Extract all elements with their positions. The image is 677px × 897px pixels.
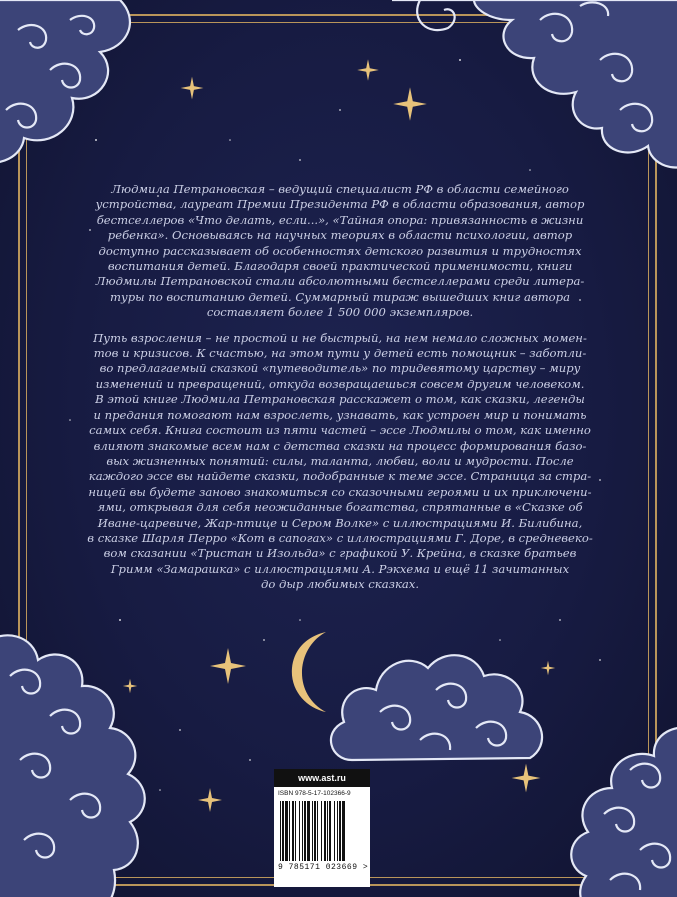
book-description-paragraph <box>60 331 620 593</box>
text-line: Людмилы Петрановской стали абсолютными бестселлерами среди литера- <box>95 274 585 289</box>
ean-digits: 9 785171 023669 > <box>278 863 369 872</box>
text-line: во предлагаемый сказкой «путеводитель» по тридевятому царству – миру <box>99 361 581 376</box>
text-line: ребенка». Основываясь на научных теориях в области психологии, автор <box>107 228 573 243</box>
star-icon <box>393 87 427 121</box>
text-line: В этой книге Людмила Петрановская расскажет о том, как сказки, легенды <box>95 392 585 407</box>
text-line: доступно рассказывает об особенностях детского развития и трудностях <box>98 243 582 258</box>
text-line: составляет более 1 500 000 экземпляров. <box>206 305 474 320</box>
cloud-bottom-left <box>0 635 145 897</box>
text-line: туры по воспитанию детей. Суммарный тираж вышедших книг автора <box>110 289 570 304</box>
text-line: вом сказании «Тристан и Изольда» с графикой У. Крейна, в сказке братьев <box>103 546 577 561</box>
text-line: бестселлеров «Что делать, если...», «Тайная опора: привязанность в жизни <box>96 212 584 227</box>
publisher-website: www.ast.ru <box>274 769 370 787</box>
text-line: изменений и превращений, откуда возвращаешься совсем другим человеком. <box>95 376 585 391</box>
text-line: влияют знакомые всем нам с детства сказки на процесс формирования базо- <box>93 438 587 453</box>
text-line: Путь взросления – не простой и не быстрый, на нем немало сложных момен- <box>93 330 587 345</box>
isbn-number: ISBN 978-5-17-102366-9 <box>278 790 351 797</box>
text-line: каждого эссе вы найдете сказки, подобранные к теме эссе. Страница за стра- <box>88 469 592 484</box>
crescent-moon <box>292 632 326 712</box>
text-line: ями, открывая для себя неожиданные богатства, спрятанные в «Сказке об <box>97 500 583 515</box>
author-paragraph <box>60 182 620 321</box>
star-icon <box>198 788 222 812</box>
text-line: устройства, лауреат Премии Президента РФ в области образования, автор <box>95 197 585 212</box>
text-line: вых жизненных понятий: силы, таланта, любви, воли и мудрости. После <box>106 453 574 468</box>
barcode-area <box>274 787 370 887</box>
text-line: самих себя. Книга состоит из пяти частей – эссе Людмилы о том, как именно <box>89 423 591 438</box>
text-line: Людмила Петрановская – ведущий специалист РФ в области семейного <box>111 182 569 196</box>
star-icon <box>512 764 541 793</box>
text-line: и предания помогают нам взрослеть, узнавать, как устроен мир и понимать <box>93 407 587 422</box>
text-line: до дыр любимых сказках. <box>260 577 420 592</box>
star-icon <box>357 59 379 81</box>
star-icon <box>123 679 137 693</box>
text-line: ницей вы будете заново знакомиться со сказочными героями и их приключени- <box>88 484 592 499</box>
cloud-bottom-right <box>571 728 677 897</box>
star-icon <box>181 77 204 100</box>
cloud-bottom-center <box>331 655 542 760</box>
annotation-text <box>60 182 620 593</box>
star-icon <box>541 661 555 675</box>
barcode-bars <box>280 801 364 863</box>
text-line: тов и кризисов. К счастью, на этом пути у детей есть помощник – заботли- <box>93 346 587 361</box>
cloud-top-right <box>392 0 677 167</box>
text-line: в сказке Шарля Перро «Кот в сапогах» с иллюстрациями Г. Доре, в средневеко- <box>87 530 593 545</box>
text-line: Иване-царевиче, Жар-птице и Сером Волке» с иллюстрациями И. Билибина, <box>97 515 583 530</box>
barcode-label <box>274 769 370 887</box>
cloud-top-left <box>0 0 130 163</box>
text-line: воспитания детей. Благодаря своей практической применимости, книги <box>107 259 573 274</box>
text-line: Гримм «Замарашка» с иллюстрациями А. Рэкхема и ещё 11 зачитанных <box>110 561 570 576</box>
star-icon <box>210 648 246 684</box>
